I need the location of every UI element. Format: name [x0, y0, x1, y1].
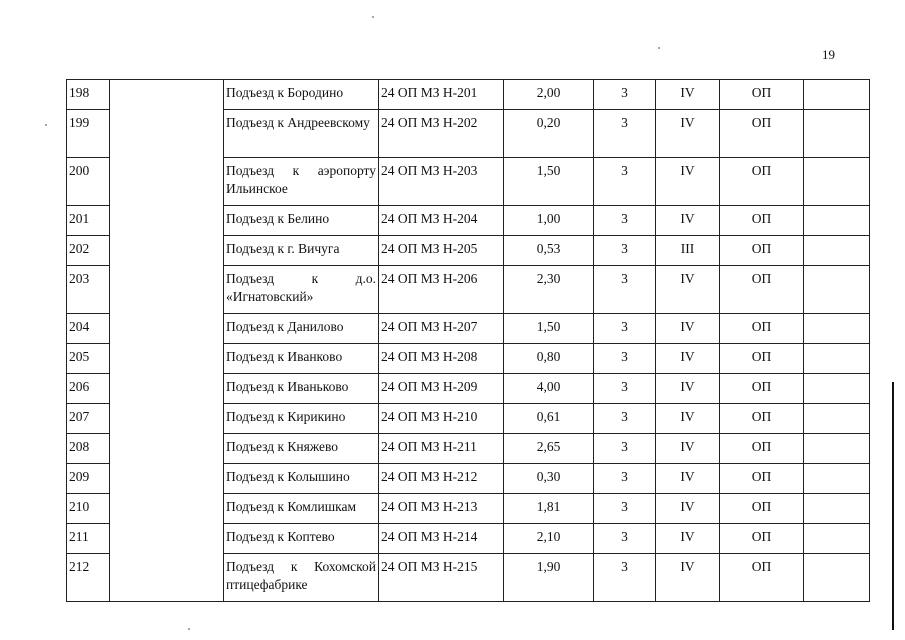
row-number: 207 — [67, 404, 110, 434]
empty-cell — [804, 110, 870, 158]
road-class: IV — [656, 554, 720, 602]
road-class: IV — [656, 266, 720, 314]
road-significance: ОП — [720, 494, 804, 524]
road-id-code: 24 ОП МЗ Н-201 — [379, 80, 504, 110]
road-significance: ОП — [720, 464, 804, 494]
road-id-code: 24 ОП МЗ Н-215 — [379, 554, 504, 602]
empty-cell — [804, 344, 870, 374]
road-length: 0,53 — [504, 236, 594, 266]
empty-cell — [804, 524, 870, 554]
road-category: 3 — [594, 344, 656, 374]
road-significance: ОП — [720, 524, 804, 554]
road-category: 3 — [594, 206, 656, 236]
scan-speck — [188, 628, 190, 630]
road-significance: ОП — [720, 404, 804, 434]
road-length: 0,30 — [504, 464, 594, 494]
row-number: 204 — [67, 314, 110, 344]
road-id-code: 24 ОП МЗ Н-204 — [379, 206, 504, 236]
road-class: IV — [656, 404, 720, 434]
road-class: IV — [656, 494, 720, 524]
roads-table — [66, 79, 870, 602]
table-row — [67, 80, 870, 110]
row-number: 201 — [67, 206, 110, 236]
road-class: IV — [656, 314, 720, 344]
road-name: Подъезд к Андреевскому — [224, 110, 379, 158]
road-name: Подъезд к Княжево — [224, 434, 379, 464]
road-name: Подъезд к Коптево — [224, 524, 379, 554]
road-length: 2,10 — [504, 524, 594, 554]
road-class: IV — [656, 434, 720, 464]
road-category: 3 — [594, 494, 656, 524]
row-number: 209 — [67, 464, 110, 494]
merged-empty-cell — [110, 80, 224, 602]
road-id-code: 24 ОП МЗ Н-209 — [379, 374, 504, 404]
road-class: IV — [656, 374, 720, 404]
road-class: IV — [656, 158, 720, 206]
row-number: 203 — [67, 266, 110, 314]
road-name: Подъезд к Кирикино — [224, 404, 379, 434]
row-number: 211 — [67, 524, 110, 554]
road-class: IV — [656, 464, 720, 494]
empty-cell — [804, 80, 870, 110]
scan-margin-line — [892, 382, 894, 630]
road-significance: ОП — [720, 158, 804, 206]
road-name: Подъезд к Кохомской птицефабрике — [224, 554, 379, 602]
road-category: 3 — [594, 314, 656, 344]
road-category: 3 — [594, 404, 656, 434]
road-category: 3 — [594, 158, 656, 206]
road-significance: ОП — [720, 266, 804, 314]
road-length: 1,00 — [504, 206, 594, 236]
road-significance: ОП — [720, 434, 804, 464]
road-class: IV — [656, 524, 720, 554]
road-id-code: 24 ОП МЗ Н-211 — [379, 434, 504, 464]
road-length: 2,00 — [504, 80, 594, 110]
road-significance: ОП — [720, 554, 804, 602]
road-id-code: 24 ОП МЗ Н-206 — [379, 266, 504, 314]
road-length: 1,81 — [504, 494, 594, 524]
road-significance: ОП — [720, 80, 804, 110]
road-class: IV — [656, 344, 720, 374]
road-category: 3 — [594, 554, 656, 602]
road-name: Подъезд к Белино — [224, 206, 379, 236]
road-id-code: 24 ОП МЗ Н-203 — [379, 158, 504, 206]
road-length: 0,20 — [504, 110, 594, 158]
road-length: 1,50 — [504, 158, 594, 206]
road-category: 3 — [594, 266, 656, 314]
road-category: 3 — [594, 110, 656, 158]
road-significance: ОП — [720, 236, 804, 266]
road-length: 4,00 — [504, 374, 594, 404]
road-category: 3 — [594, 80, 656, 110]
empty-cell — [804, 554, 870, 602]
road-class: IV — [656, 206, 720, 236]
empty-cell — [804, 206, 870, 236]
road-id-code: 24 ОП МЗ Н-210 — [379, 404, 504, 434]
road-length: 0,80 — [504, 344, 594, 374]
road-name: Подъезд к аэропорту Ильинское — [224, 158, 379, 206]
empty-cell — [804, 374, 870, 404]
road-name: Подъезд к Колышино — [224, 464, 379, 494]
road-name: Подъезд к Бородино — [224, 80, 379, 110]
page-number: 19 — [822, 47, 835, 62]
row-number: 206 — [67, 374, 110, 404]
road-name: Подъезд к Иваньково — [224, 374, 379, 404]
road-significance: ОП — [720, 110, 804, 158]
scan-speck — [372, 16, 374, 18]
road-category: 3 — [594, 236, 656, 266]
row-number: 205 — [67, 344, 110, 374]
road-category: 3 — [594, 524, 656, 554]
empty-cell — [804, 404, 870, 434]
road-name: Подъезд к Данилово — [224, 314, 379, 344]
road-id-code: 24 ОП МЗ Н-207 — [379, 314, 504, 344]
road-significance: ОП — [720, 206, 804, 236]
road-category: 3 — [594, 434, 656, 464]
road-id-code: 24 ОП МЗ Н-205 — [379, 236, 504, 266]
road-name: Подъезд к Комлишкам — [224, 494, 379, 524]
road-length: 2,30 — [504, 266, 594, 314]
road-length: 1,90 — [504, 554, 594, 602]
row-number: 210 — [67, 494, 110, 524]
road-significance: ОП — [720, 374, 804, 404]
road-length: 1,50 — [504, 314, 594, 344]
road-name: Подъезд к г. Вичуга — [224, 236, 379, 266]
road-significance: ОП — [720, 344, 804, 374]
road-id-code: 24 ОП МЗ Н-212 — [379, 464, 504, 494]
scan-speck — [45, 124, 47, 126]
row-number: 198 — [67, 80, 110, 110]
road-name: Подъезд к Иванково — [224, 344, 379, 374]
scan-speck — [658, 47, 660, 49]
road-id-code: 24 ОП МЗ Н-214 — [379, 524, 504, 554]
empty-cell — [804, 464, 870, 494]
road-id-code: 24 ОП МЗ Н-213 — [379, 494, 504, 524]
empty-cell — [804, 266, 870, 314]
road-length: 0,61 — [504, 404, 594, 434]
road-id-code: 24 ОП МЗ Н-202 — [379, 110, 504, 158]
row-number: 208 — [67, 434, 110, 464]
road-significance: ОП — [720, 314, 804, 344]
road-class: III — [656, 236, 720, 266]
road-class: IV — [656, 110, 720, 158]
road-class: IV — [656, 80, 720, 110]
road-length: 2,65 — [504, 434, 594, 464]
empty-cell — [804, 236, 870, 266]
road-category: 3 — [594, 374, 656, 404]
road-category: 3 — [594, 464, 656, 494]
empty-cell — [804, 314, 870, 344]
row-number: 202 — [67, 236, 110, 266]
road-id-code: 24 ОП МЗ Н-208 — [379, 344, 504, 374]
road-name: Подъезд к д.о. «Игнатовский» — [224, 266, 379, 314]
row-number: 212 — [67, 554, 110, 602]
row-number: 199 — [67, 110, 110, 158]
empty-cell — [804, 158, 870, 206]
empty-cell — [804, 434, 870, 464]
empty-cell — [804, 494, 870, 524]
row-number: 200 — [67, 158, 110, 206]
